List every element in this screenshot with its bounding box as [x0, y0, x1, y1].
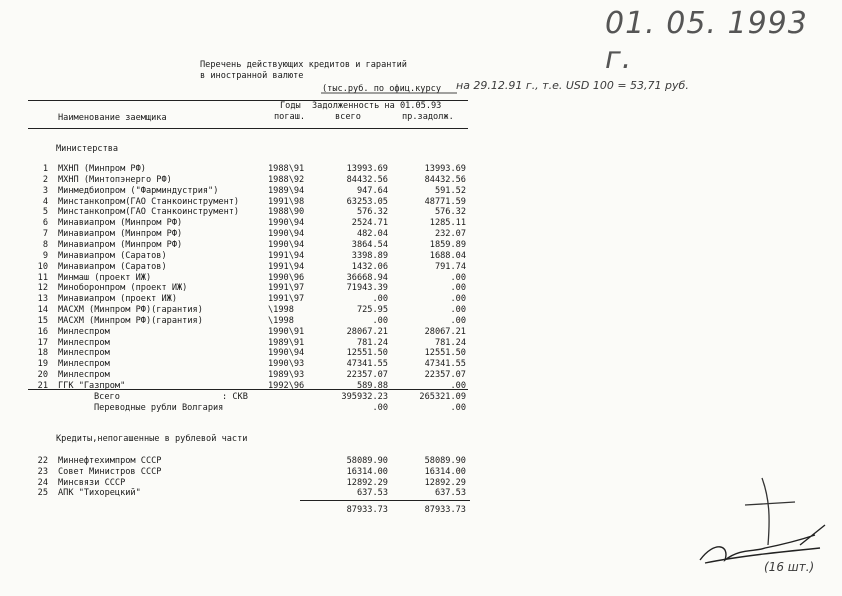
- row-debt-total: 28067.21: [346, 326, 388, 337]
- row-number: 14: [37, 305, 48, 316]
- row-debt-total: 13993.69: [346, 164, 388, 174]
- row-repayment-years: 1991\97: [268, 294, 305, 305]
- document-title-line1: Перечень действующих кредитов и гарантий: [200, 60, 407, 70]
- row-repayment-years: 1991\94: [268, 250, 305, 261]
- row-debt-overdue: 232.07: [434, 229, 466, 240]
- row-borrower-name: МАСХМ (Минпром РФ)(гарантия): [58, 315, 203, 326]
- row-number: 4: [42, 196, 48, 207]
- transfer-overdue: .00: [450, 403, 466, 413]
- col-total-header: всего: [335, 112, 361, 122]
- row-number: 7: [42, 229, 48, 240]
- totals-currency: : СКВ: [222, 392, 248, 402]
- row-debt-total: 576.32: [356, 207, 388, 218]
- units-printed: (тыс.руб. по офиц.курсу: [322, 84, 441, 94]
- row-debt-overdue: 781.24: [434, 337, 466, 348]
- section-ministries-title: Министерства: [56, 144, 119, 154]
- row-number: 19: [37, 359, 48, 370]
- row-number: 21: [37, 381, 48, 391]
- row-repayment-years: 1988\92: [268, 174, 305, 185]
- check-mark-stroke: [762, 478, 769, 545]
- row-borrower-name: Минстанкопром(ГАО Станкоинструмент): [58, 207, 240, 218]
- row-debt-total: 36668.94: [346, 272, 388, 283]
- row-debt-total: 947.64: [356, 185, 388, 196]
- row-debt-overdue: 576.32: [434, 207, 466, 218]
- row-borrower-name: АПК "Тихорецкий": [58, 488, 141, 499]
- row-debt-overdue: .00: [450, 315, 466, 326]
- row-debt-overdue: 12892.29: [424, 477, 466, 488]
- col-years-header-l1: Годы: [280, 101, 301, 111]
- row-borrower-name: Минстанкопром(ГАО Станкоинструмент): [58, 196, 240, 207]
- row-borrower-name: Минавиапром (Минпром РФ): [58, 229, 183, 240]
- row-borrower-name: Минавиапром (проект ИЖ): [58, 294, 177, 305]
- row-borrower-name: Минавиапром (Саратов): [58, 250, 167, 261]
- row-number: 6: [42, 218, 48, 229]
- row-number: 2: [42, 174, 48, 185]
- row-repayment-years: 1992\96: [268, 381, 305, 391]
- row-borrower-name: Минсвязи СССР: [58, 477, 126, 488]
- row-debt-total: 3864.54: [351, 239, 388, 250]
- row-borrower-name: Минлеспром: [58, 326, 110, 337]
- row-debt-overdue: .00: [450, 272, 466, 283]
- row-repayment-years: 1989\91: [268, 337, 305, 348]
- row-borrower-name: МХНП (Минпром РФ): [58, 164, 146, 174]
- col-overdue-header: пр.задолж.: [402, 112, 454, 122]
- totals2-overdue: 87933.73: [424, 505, 466, 515]
- section-ruble-credits-title: Кредиты,непогашенные в рублевой части: [56, 434, 248, 444]
- col-debt-header-l1: Задолженность на 01.05.93: [312, 101, 442, 111]
- row-debt-overdue: 47341.55: [424, 359, 466, 370]
- row-borrower-name: Минлеспром: [58, 359, 110, 370]
- row-debt-overdue: 28067.21: [424, 326, 466, 337]
- check-mark-cross: [745, 502, 795, 505]
- row-borrower-name: Минлеспром: [58, 348, 110, 359]
- row-debt-total: 47341.55: [346, 359, 388, 370]
- row-number: 1: [42, 164, 48, 174]
- row-borrower-name: Минлеспром: [58, 370, 110, 381]
- row-debt-total: 12551.50: [346, 348, 388, 359]
- row-debt-overdue: 791.74: [434, 261, 466, 272]
- row-number: 20: [37, 370, 48, 381]
- row-number: 22: [37, 456, 48, 466]
- row-debt-total: .00: [372, 294, 388, 305]
- row-repayment-years: \1998: [268, 315, 294, 326]
- totals-total: 395932.23: [341, 392, 388, 402]
- row-repayment-years: 1991\94: [268, 261, 305, 272]
- row-debt-total: 16314.00: [346, 466, 388, 477]
- row-debt-overdue: 16314.00: [424, 466, 466, 477]
- row-debt-total: 63253.05: [346, 196, 388, 207]
- row-number: 18: [37, 348, 48, 359]
- row-number: 13: [37, 294, 48, 305]
- col-name-header: Наименование заемщика: [58, 113, 167, 123]
- row-repayment-years: 1991\97: [268, 283, 305, 294]
- row-borrower-name: Миноборонпром (проект ИЖ): [58, 283, 188, 294]
- row-number: 15: [37, 315, 48, 326]
- row-repayment-years: 1990\91: [268, 326, 305, 337]
- row-number: 5: [42, 207, 48, 218]
- row-repayment-years: 1990\96: [268, 272, 305, 283]
- row-debt-total: 2524.71: [351, 218, 388, 229]
- transfer-label: Переводные рубли Волгария: [94, 403, 224, 413]
- row-debt-total: 3398.89: [351, 250, 388, 261]
- row-repayment-years: 1991\98: [268, 196, 305, 207]
- totals-overdue: 265321.09: [419, 392, 466, 402]
- row-debt-overdue: 48771.59: [424, 196, 466, 207]
- units-handwritten: на 29.12.91 г., т.е. USD 100 = 53,71 руб.: [456, 79, 689, 92]
- row-repayment-years: 1988\91: [268, 164, 305, 174]
- row-debt-total: 58089.90: [346, 456, 388, 466]
- document-title-line2: в иностранной валюте: [200, 71, 304, 81]
- totals2-total: 87933.73: [346, 505, 388, 515]
- row-borrower-name: МХНП (Минтопэнерго РФ): [58, 174, 172, 185]
- row-debt-overdue: 58089.90: [424, 456, 466, 466]
- row-number: 3: [42, 185, 48, 196]
- col-years-header-l2: погаш.: [274, 112, 306, 122]
- row-debt-overdue: 1859.89: [429, 239, 466, 250]
- row-debt-total: 12892.29: [346, 477, 388, 488]
- row-borrower-name: Минмедбиопром ("Фарминдустрия"): [58, 185, 219, 196]
- row-number: 25: [37, 488, 48, 499]
- row-borrower-name: Минмаш (проект ИЖ): [58, 272, 152, 283]
- row-borrower-name: Миннефтехимпром СССР: [58, 456, 162, 466]
- row-borrower-name: Минавиапром (Минпром РФ): [58, 239, 183, 250]
- row-repayment-years: 1990\94: [268, 239, 305, 250]
- totals-label: Всего: [94, 392, 120, 402]
- row-debt-overdue: 1688.04: [429, 250, 466, 261]
- row-debt-overdue: 84432.56: [424, 174, 466, 185]
- row-repayment-years: 1988\90: [268, 207, 305, 218]
- row-number: 23: [37, 466, 48, 477]
- transfer-total: .00: [372, 403, 388, 413]
- row-number: 10: [37, 261, 48, 272]
- row-number: 24: [37, 477, 48, 488]
- handwritten-date: 01. 05. 1993 г.: [605, 6, 808, 76]
- signature-note: (16 шт.): [764, 560, 815, 574]
- row-debt-total: 781.24: [356, 337, 388, 348]
- signature: [700, 525, 825, 563]
- row-debt-overdue: .00: [450, 381, 466, 391]
- row-borrower-name: Минлеспром: [58, 337, 110, 348]
- row-debt-total: 22357.07: [346, 370, 388, 381]
- row-number: 17: [37, 337, 48, 348]
- row-debt-overdue: .00: [450, 305, 466, 316]
- row-borrower-name: МАСХМ (Минпром РФ)(гарантия): [58, 305, 203, 316]
- row-number: 8: [42, 239, 48, 250]
- row-repayment-years: 1990\94: [268, 218, 305, 229]
- row-debt-total: 84432.56: [346, 174, 388, 185]
- row-debt-overdue: 12551.50: [424, 348, 466, 359]
- row-debt-overdue: 13993.69: [424, 164, 466, 174]
- row-debt-total: 482.04: [356, 229, 388, 240]
- row-debt-total: 589.88: [356, 381, 388, 391]
- row-debt-overdue: 637.53: [434, 488, 466, 499]
- row-debt-total: 637.53: [356, 488, 388, 499]
- row-repayment-years: 1990\93: [268, 359, 305, 370]
- row-repayment-years: 1989\93: [268, 370, 305, 381]
- row-debt-overdue: 591.52: [434, 185, 466, 196]
- row-repayment-years: \1998: [268, 305, 294, 316]
- row-number: 9: [42, 250, 48, 261]
- row-debt-total: 1432.06: [351, 261, 388, 272]
- row-number: 12: [37, 283, 48, 294]
- row-repayment-years: 1990\94: [268, 229, 305, 240]
- row-debt-overdue: .00: [450, 294, 466, 305]
- row-borrower-name: Минавиапром (Саратов): [58, 261, 167, 272]
- row-debt-overdue: .00: [450, 283, 466, 294]
- row-debt-overdue: 1285.11: [429, 218, 466, 229]
- row-debt-overdue: 22357.07: [424, 370, 466, 381]
- row-debt-total: 725.95: [356, 305, 388, 316]
- row-repayment-years: 1989\94: [268, 185, 305, 196]
- row-debt-total: .00: [372, 315, 388, 326]
- row-number: 11: [37, 272, 48, 283]
- row-repayment-years: 1990\94: [268, 348, 305, 359]
- row-borrower-name: Минавиапром (Минпром РФ): [58, 218, 183, 229]
- row-number: 16: [37, 326, 48, 337]
- row-borrower-name: ГГК "Газпром": [58, 381, 126, 391]
- row-borrower-name: Совет Министров СССР: [58, 466, 162, 477]
- row-debt-total: 71943.39: [346, 283, 388, 294]
